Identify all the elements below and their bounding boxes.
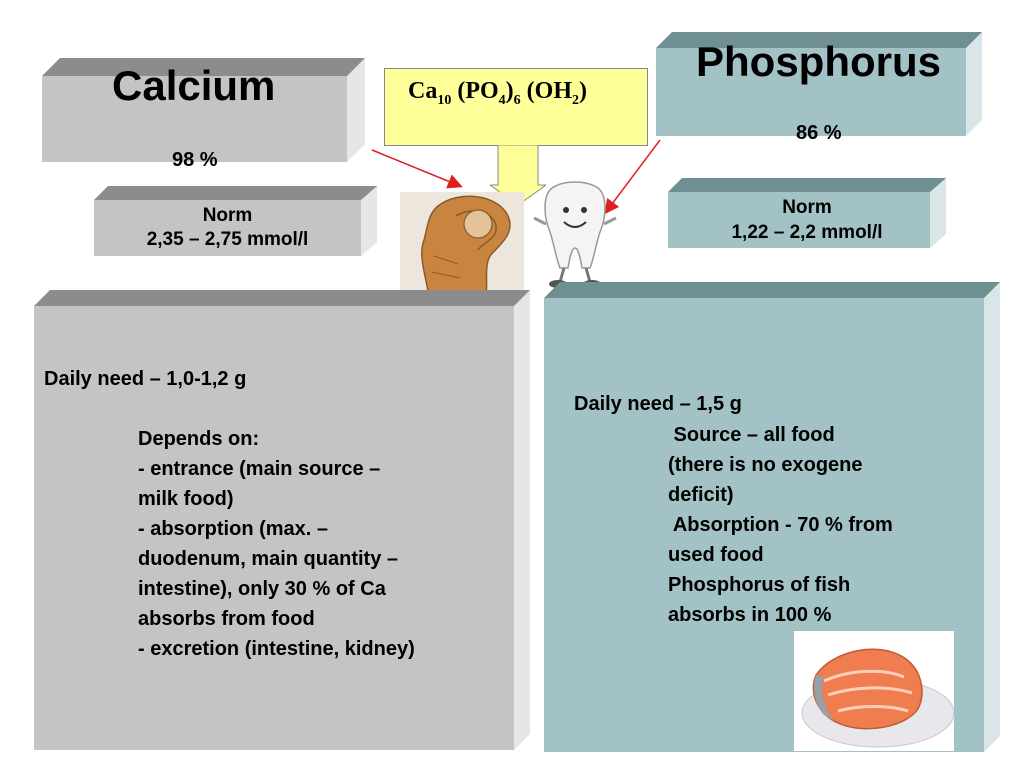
calcium-depends-line: - absorption (max. – (138, 518, 329, 540)
calcium-depends-line: - excretion (intestine, kidney) (138, 638, 415, 660)
phosphorus-line: deficit) (668, 484, 734, 506)
phosphorus-line: used food (668, 544, 764, 566)
phosphorus-norm-label: Norm (782, 197, 832, 218)
phosphorus-title: Phosphorus (696, 38, 942, 85)
phosphorus-line: (there is no exogene (668, 454, 863, 476)
phosphorus-percent: 86 % (796, 122, 842, 144)
calcium-depends-list (138, 424, 415, 664)
formula-po-close: ) (505, 78, 514, 104)
formula-ca-sub: 10 (437, 92, 452, 108)
calcium-norm-label: Norm (202, 205, 253, 226)
tooth-character-icon (530, 178, 620, 290)
arrow-to-bone (372, 150, 460, 186)
phosphorus-line: Absorption - 70 % from (668, 514, 893, 536)
calcium-depends-line: absorbs from food (138, 608, 315, 630)
formula-oh: (OH (520, 78, 572, 104)
formula-po-sub: 4 (498, 92, 506, 108)
phosphorus-line: absorbs in 100 % (668, 604, 832, 626)
formula-oh-close: ) (579, 78, 587, 104)
phosphorus-daily-need: Daily need – 1,5 g (574, 393, 742, 415)
calcium-percent: 98 % (172, 149, 218, 171)
calcium-depends-line: - entrance (main source – (138, 458, 381, 480)
salmon-fish-image (794, 631, 954, 751)
formula-oh-sub: 2 (572, 92, 579, 108)
calcium-depends-line: intestine), only 30 % of Ca (138, 578, 386, 600)
calcium-daily-need: Daily need – 1,0-1,2 g (44, 368, 247, 390)
phosphorus-line: Phosphorus of fish (668, 574, 851, 596)
calcium-title: Calcium (112, 62, 276, 109)
phosphorus-details-list (668, 420, 893, 630)
phosphorus-norm-value: 1,22 – 2,2 mmol/l (731, 222, 883, 243)
formula-po-outer-sub: 6 (513, 92, 521, 108)
formula-ca: Ca (408, 78, 438, 104)
bone-illustration-icon (398, 186, 526, 292)
calcium-norm-value: 2,35 – 2,75 mmol/l (146, 229, 309, 250)
formula-po: (PO (451, 78, 499, 104)
calcium-depends-line: duodenum, main quantity – (138, 548, 399, 570)
calcium-depends-line: milk food) (138, 488, 234, 510)
calcium-depends-line: Depends on: (138, 428, 260, 450)
phosphorus-line: Source – all food (668, 424, 835, 446)
formula-text (408, 76, 587, 116)
